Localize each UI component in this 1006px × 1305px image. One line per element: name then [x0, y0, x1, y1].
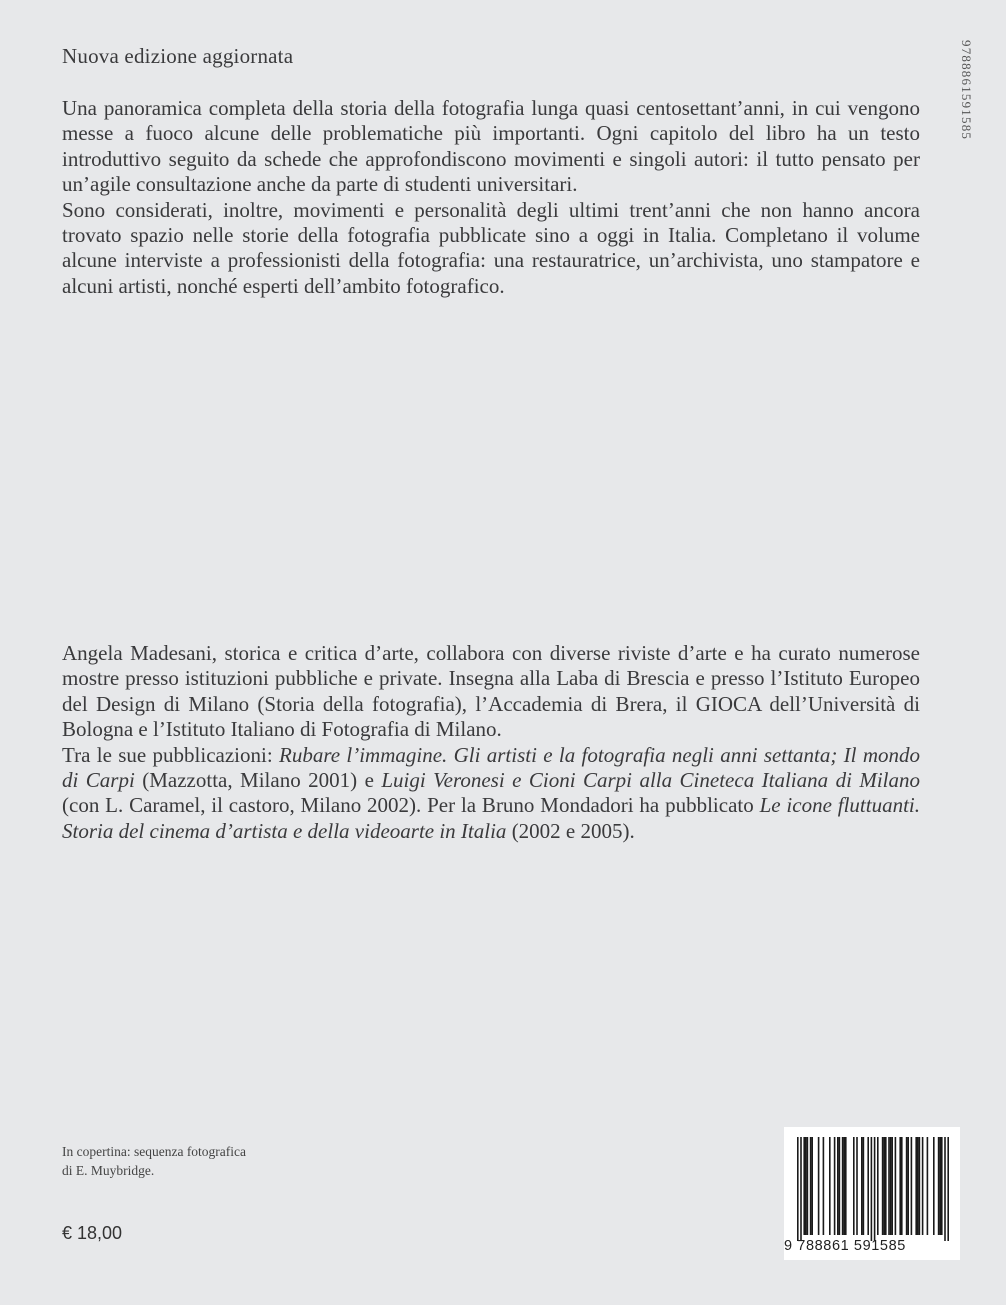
barcode-bar: [867, 1137, 869, 1235]
cover-credit-line: In copertina: sequenza fotografica: [62, 1144, 247, 1159]
barcode-bar: [842, 1137, 844, 1235]
barcode-bar: [885, 1137, 887, 1235]
barcode-bar: [797, 1137, 799, 1241]
price-label: € 18,00: [62, 1223, 123, 1243]
barcode-bar: [818, 1137, 820, 1235]
isbn-barcode: [784, 1127, 960, 1260]
publication-title: Luigi Veronesi e Cioni Carpi alla Cineteca Italiana di Milano: [381, 768, 921, 793]
barcode-bar: [882, 1137, 884, 1235]
publication-info: (con L. Caramel, il castoro, Milano 2002). Per la Bruno Mondadori ha pubblicato: [62, 793, 760, 818]
barcode-bar: [899, 1137, 901, 1235]
book-description: [62, 96, 920, 299]
vertical-isbn: 9788861591585: [959, 40, 974, 141]
barcode-bar: [883, 1137, 885, 1235]
barcode-bar: [947, 1137, 949, 1241]
barcode-bar: [803, 1137, 805, 1235]
barcode-bar: [938, 1137, 940, 1235]
barcode-bar: [941, 1137, 943, 1235]
barcode-bar: [939, 1137, 941, 1235]
publication-info: (2002 e 2005).: [506, 818, 635, 843]
barcode-bar: [907, 1137, 909, 1235]
barcode-bar: [874, 1137, 876, 1241]
barcode-bar: [811, 1137, 813, 1235]
barcode-bar: [807, 1137, 809, 1235]
barcode-bar: [800, 1137, 802, 1241]
barcode-bar: [877, 1137, 879, 1235]
barcode-bar: [891, 1137, 893, 1235]
description-paragraph: Una panoramica completa della storia della fotografia lunga quasi centosettant’anni, in cui vengono messe a fuoco alcune delle problematiche più importanti. Ogni capitolo del libro ha un testo introduttivo seguito da schede che approfondiscono movimenti e singoli autori: il tutto pensato per un’agile consultazione anche da parte di studenti universitari.: [62, 96, 920, 197]
barcode-bar: [861, 1137, 863, 1235]
barcode-bar: [871, 1137, 873, 1241]
barcode-bar: [890, 1137, 892, 1235]
barcode-bar: [810, 1137, 812, 1235]
publication-title: Le icone fluttuanti. Storia del cinema d’artista e della videoarte in Italia: [62, 793, 920, 843]
barcode-bar: [888, 1137, 890, 1235]
cover-credit: [62, 1142, 246, 1180]
publication-info: (Mazzotta, Milano 2001) e: [134, 768, 382, 793]
barcode-bar: [853, 1137, 855, 1235]
edition-subtitle: Nuova edizione aggiornata: [62, 44, 294, 68]
barcode-bar: [837, 1137, 839, 1235]
barcode-bar: [895, 1137, 897, 1235]
barcode-digits: 9 788861 591585: [784, 1238, 906, 1254]
barcode-bar: [927, 1137, 929, 1235]
publications-paragraph: [62, 743, 920, 845]
barcode-bar: [922, 1137, 924, 1235]
barcode-bar: [839, 1137, 841, 1235]
barcode-bar: [944, 1137, 946, 1241]
barcode-bar: [843, 1137, 845, 1235]
barcode-bar: [901, 1137, 903, 1235]
barcode-bar: [917, 1137, 919, 1235]
barcode-bar: [834, 1137, 836, 1235]
barcode-bar: [906, 1137, 908, 1235]
barcode-bar: [805, 1137, 807, 1235]
barcode-bar: [911, 1137, 913, 1235]
barcode-bar: [933, 1137, 935, 1235]
bio-paragraph: Angela Madesani, storica e critica d’arte, collabora con diverse riviste d’arte e ha curato numerose mostre presso istituzioni pubbliche e private. Insegna alla Laba di Brescia e presso l’Istituto Europeo del Design di Milano (Storia della fotografia), l’Accademia di Brera, il GIOCA dell’Università di Bologna e l’Istituto Italiano di Fotografia di Milano.: [62, 641, 920, 742]
publications-intro: Tra le sue pubblicazioni:: [62, 742, 279, 767]
barcode-bar: [863, 1137, 865, 1235]
barcode-bar: [915, 1137, 917, 1235]
barcode-bar: [845, 1137, 847, 1235]
barcode-bar: [919, 1137, 921, 1235]
barcode-bar: [823, 1137, 825, 1235]
publication-title: Rubare l’immagine. Gli artisti e la fotografia negli anni settanta; Il mondo di Carpi: [62, 742, 921, 793]
cover-credit-line: di E. Muybridge.: [62, 1163, 155, 1178]
barcode-bar: [856, 1137, 858, 1235]
description-paragraph: Sono considerati, inoltre, movimenti e personalità degli ultimi trent’anni che non hanno ancora trovato spazio nelle storie della fotografia pubblicate sino a oggi in Italia. Completano il volume alcune interviste a professionisti della fotografia: una restauratrice, un’archivista, uno stampatore e alcuni artisti, nonché esperti dell’ambito fotografico.: [62, 197, 920, 298]
barcode-bar: [829, 1137, 831, 1235]
author-bio: [62, 641, 920, 844]
